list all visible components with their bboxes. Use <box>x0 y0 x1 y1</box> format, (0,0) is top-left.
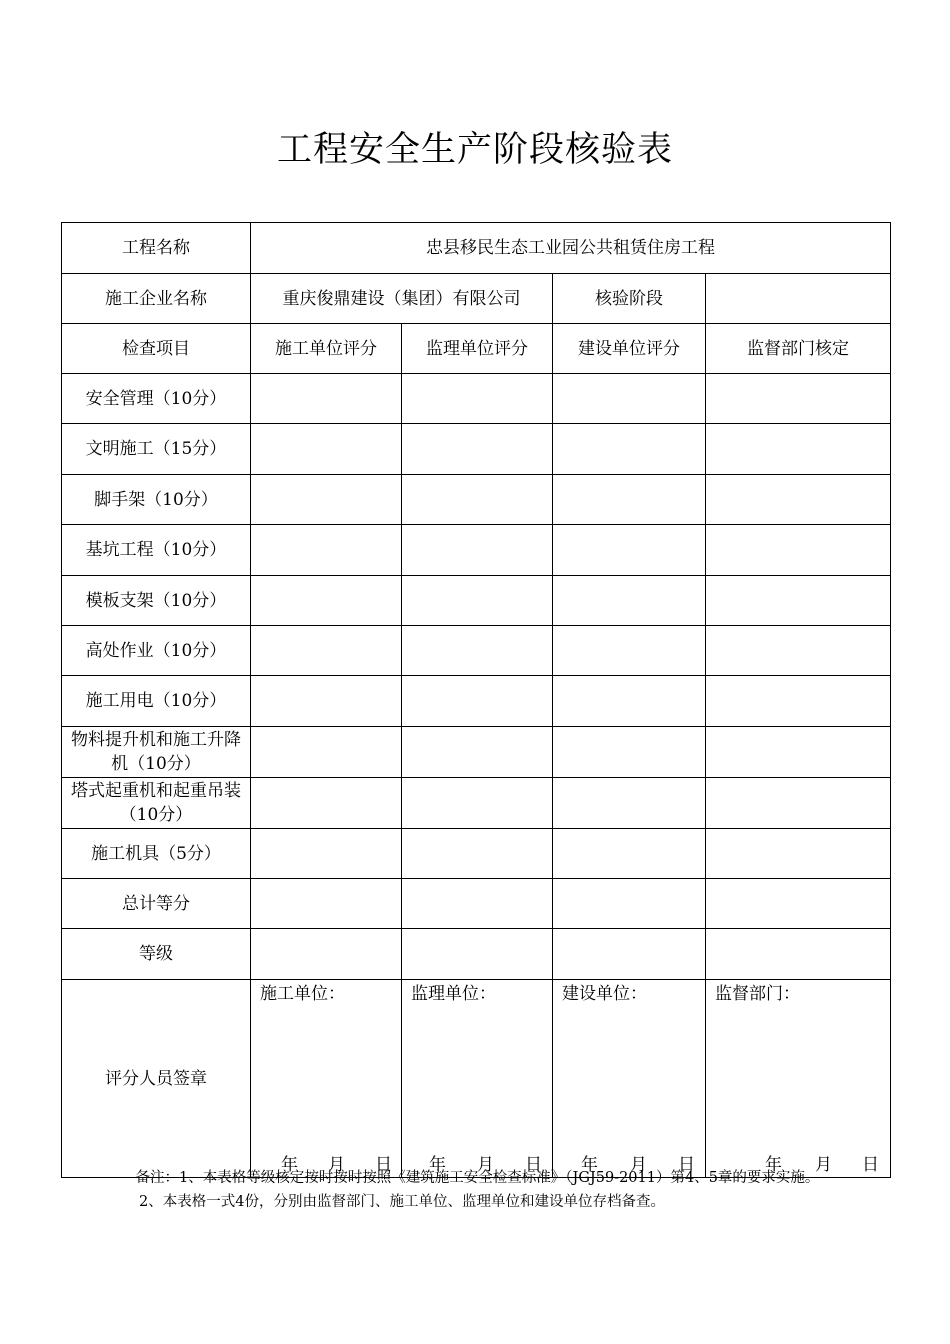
item-label: 施工机具（5分） <box>62 829 251 879</box>
company-row <box>62 274 891 324</box>
date-day: 日 <box>525 1155 542 1175</box>
item-row <box>62 475 891 525</box>
score-cell[interactable] <box>402 424 553 475</box>
date-day: 日 <box>375 1155 392 1175</box>
score-cell[interactable] <box>706 475 891 525</box>
signature-cell-owner[interactable] <box>553 980 706 1178</box>
item-label: 安全管理（10分） <box>62 374 251 424</box>
signature-unit-label: 监督部门： <box>715 984 800 1004</box>
item-row <box>62 576 891 626</box>
note-1: 备注：1、本表格等级核定按时按时按照《建筑施工安全检查标准》（JGJ59-2011）第4、5章的要求实施。 <box>135 1170 820 1186</box>
score-cell[interactable] <box>402 929 553 980</box>
grade-row <box>62 929 891 980</box>
item-row <box>62 374 891 424</box>
score-cell[interactable] <box>553 424 706 475</box>
score-cell[interactable] <box>402 576 553 626</box>
item-row <box>62 424 891 475</box>
score-cell[interactable] <box>251 576 402 626</box>
score-cell[interactable] <box>706 929 891 980</box>
score-cell[interactable] <box>251 829 402 879</box>
item-row <box>62 727 891 778</box>
score-cell[interactable] <box>706 576 891 626</box>
date-day: 日 <box>678 1155 695 1175</box>
score-cell[interactable] <box>251 374 402 424</box>
signature-row <box>62 980 891 1178</box>
column-header: 施工单位评分 <box>251 324 402 374</box>
signature-unit-label: 监理单位： <box>411 984 496 1004</box>
score-cell[interactable] <box>251 929 402 980</box>
form-title: 工程安全生产阶段核验表 <box>276 130 673 170</box>
item-label: 脚手架（10分） <box>62 475 251 525</box>
item-label: 基坑工程（10分） <box>62 525 251 576</box>
note-2: 2、本表格一式4份，分别由监督部门、施工单位、监理单位和建设单位存档备查。 <box>139 1194 665 1210</box>
column-header: 监理单位评分 <box>402 324 553 374</box>
header-row <box>62 324 891 374</box>
date-month: 月 <box>815 1155 832 1175</box>
score-cell[interactable] <box>553 929 706 980</box>
signature-cell-supervisor[interactable] <box>402 980 553 1178</box>
item-row <box>62 525 891 576</box>
company-value: 重庆俊鼎建设（集团）有限公司 <box>251 274 553 324</box>
score-cell[interactable] <box>553 626 706 676</box>
score-cell[interactable] <box>553 829 706 879</box>
score-cell[interactable] <box>402 475 553 525</box>
score-cell[interactable] <box>251 626 402 676</box>
date-month: 月 <box>630 1155 647 1175</box>
score-cell[interactable] <box>553 525 706 576</box>
signature-cell-contractor[interactable] <box>251 980 402 1178</box>
signature-label: 评分人员签章 <box>62 980 251 1178</box>
score-cell[interactable] <box>553 676 706 727</box>
score-cell[interactable] <box>251 525 402 576</box>
score-cell[interactable] <box>402 525 553 576</box>
inspection-form-table <box>61 222 891 1178</box>
score-cell[interactable] <box>553 475 706 525</box>
date-month: 月 <box>328 1155 345 1175</box>
score-cell[interactable] <box>251 676 402 727</box>
date-year: 年 <box>765 1155 782 1175</box>
score-cell[interactable] <box>553 576 706 626</box>
score-cell[interactable] <box>706 626 891 676</box>
date-year: 年 <box>581 1155 598 1175</box>
score-cell[interactable] <box>402 626 553 676</box>
score-cell[interactable] <box>402 676 553 727</box>
project-name-value: 忠县移民生态工业园公共租赁住房工程 <box>251 223 891 274</box>
grade-label: 等级 <box>62 929 251 980</box>
item-row <box>62 626 891 676</box>
score-cell[interactable] <box>251 778 402 829</box>
signature-unit-label: 施工单位： <box>260 984 345 1004</box>
total-label: 总计等分 <box>62 879 251 929</box>
date-day: 日 <box>862 1155 879 1175</box>
score-cell[interactable] <box>402 829 553 879</box>
item-label: 物料提升机和施工升降机（10分） <box>62 727 251 778</box>
company-label: 施工企业名称 <box>62 274 251 324</box>
item-label: 高处作业（10分） <box>62 626 251 676</box>
score-cell[interactable] <box>706 525 891 576</box>
date-year: 年 <box>281 1155 298 1175</box>
score-cell[interactable] <box>706 879 891 929</box>
column-header: 建设单位评分 <box>553 324 706 374</box>
signature-cell-regulator[interactable] <box>706 980 891 1178</box>
item-label: 模板支架（10分） <box>62 576 251 626</box>
score-cell[interactable] <box>706 727 891 778</box>
score-cell[interactable] <box>706 676 891 727</box>
score-cell[interactable] <box>706 829 891 879</box>
item-label: 塔式起重机和起重吊装（10分） <box>62 778 251 829</box>
item-label: 施工用电（10分） <box>62 676 251 727</box>
date-month: 月 <box>477 1155 494 1175</box>
score-cell[interactable] <box>553 778 706 829</box>
item-row <box>62 829 891 879</box>
project-name-label: 工程名称 <box>62 223 251 274</box>
score-cell[interactable] <box>706 374 891 424</box>
notes <box>61 1166 890 1214</box>
signature-unit-label: 建设单位： <box>562 984 647 1004</box>
item-label: 文明施工（15分） <box>62 424 251 475</box>
score-cell[interactable] <box>553 727 706 778</box>
total-row <box>62 879 891 929</box>
column-header: 监督部门核定 <box>706 324 891 374</box>
score-cell[interactable] <box>553 879 706 929</box>
score-cell[interactable] <box>402 727 553 778</box>
score-cell[interactable] <box>251 727 402 778</box>
item-row <box>62 676 891 727</box>
item-row <box>62 778 891 829</box>
score-cell[interactable] <box>706 778 891 829</box>
score-cell[interactable] <box>402 374 553 424</box>
stage-label: 核验阶段 <box>553 274 706 324</box>
score-cell[interactable] <box>251 475 402 525</box>
score-cell[interactable] <box>706 424 891 475</box>
score-cell[interactable] <box>402 879 553 929</box>
score-cell[interactable] <box>402 778 553 829</box>
score-cell[interactable] <box>553 374 706 424</box>
date-year: 年 <box>429 1155 446 1175</box>
stage-value-cell[interactable] <box>706 274 891 324</box>
column-header: 检查项目 <box>62 324 251 374</box>
score-cell[interactable] <box>251 879 402 929</box>
score-cell[interactable] <box>251 424 402 475</box>
project-name-row <box>62 223 891 274</box>
